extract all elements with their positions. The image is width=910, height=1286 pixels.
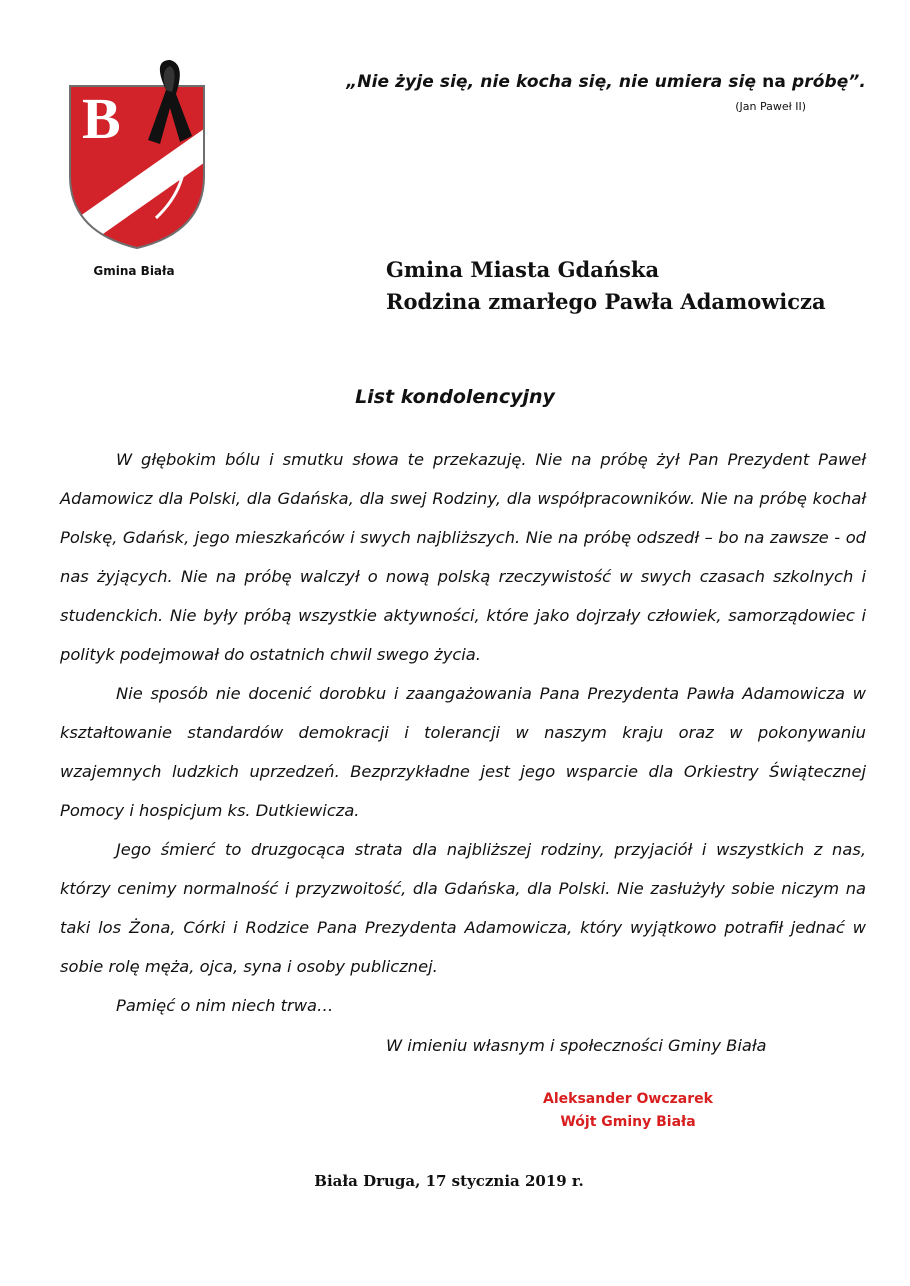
letter-body xyxy=(60,440,866,1025)
crest-letter: B xyxy=(82,86,121,151)
quote-part-italic: „Nie żyje się, nie kocha się, nie umiera się xyxy=(346,72,763,92)
crest-caption: Gmina Biała xyxy=(93,264,175,278)
regards-line: W imieniu własnym i społeczności Gminy Biała xyxy=(386,1036,767,1055)
signatory-position: Wójt Gminy Biała xyxy=(560,1114,696,1130)
quote-part-upright: na xyxy=(762,72,786,92)
letter-paragraph: W głębokim bólu i smutku słowa te przekazuję. Nie na próbę żył Pan Prezydent Paweł Adamowicz dla Polski, dla Gdańska, dla swej Rodziny, dla współpracowników. Nie na próbę kochał Polskę, Gdańsk, jego mieszkańców i swych najbliższych. Nie na próbę odszedł – bo na zawsze - od nas żyjących. Nie na próbę walczył o nową polską rzeczywistość w swych czasach szkolnych i studenckich. Nie były próbą wszystkie aktywności, które jako dojrzały człowiek, samorządowiec i polityk podejmował do ostatnich chwil swego życia. xyxy=(60,450,866,664)
recipient-line: Rodzina zmarłego Pawła Adamowicza xyxy=(386,289,826,314)
quote-author: (Jan Paweł II) xyxy=(735,100,806,113)
letter-paragraph: Nie sposób nie docenić dorobku i zaangażowania Pana Prezydenta Pawła Adamowicza w kształtowanie standardów demokracji i tolerancji w naszym kraju oraz w pokonywaniu wzajemnych ludzkich uprzedzeń. Bezprzykładne jest jego wsparcie dla Orkiestry Świątecznej Pomocy i hospicjum ks. Dutkiewicza. xyxy=(60,684,866,820)
closing-line: Pamięć o nim niech trwa… xyxy=(116,996,334,1015)
recipient-line: Gmina Miasta Gdańska xyxy=(386,257,660,282)
recipient-block xyxy=(386,254,826,318)
place-and-date: Biała Druga, 17 stycznia 2019 r. xyxy=(314,1172,584,1190)
letter-paragraph: Jego śmierć to druzgocąca strata dla najbliższej rodziny, przyjaciół i wszystkich z nas, którzy cenimy normalność i przyzwoitość, dla Gdańska, dla Polski. Nie zasłużyły sobie niczym na taki los Żona, Córki i Rodzice Pana Prezydenta Adamowicza, który wyjątkowo potrafił jednać w sobie rolę męża, ojca, syna i osoby publicznej. xyxy=(60,840,866,976)
signature-block xyxy=(510,1088,746,1134)
quote-part-end: próbę”. xyxy=(785,72,866,92)
letter-title: List kondolencyjny xyxy=(355,386,555,408)
signatory-name: Aleksander Owczarek xyxy=(543,1091,713,1107)
gmina-biala-coat-of-arms-icon xyxy=(66,56,208,252)
motto-quote xyxy=(300,72,866,92)
